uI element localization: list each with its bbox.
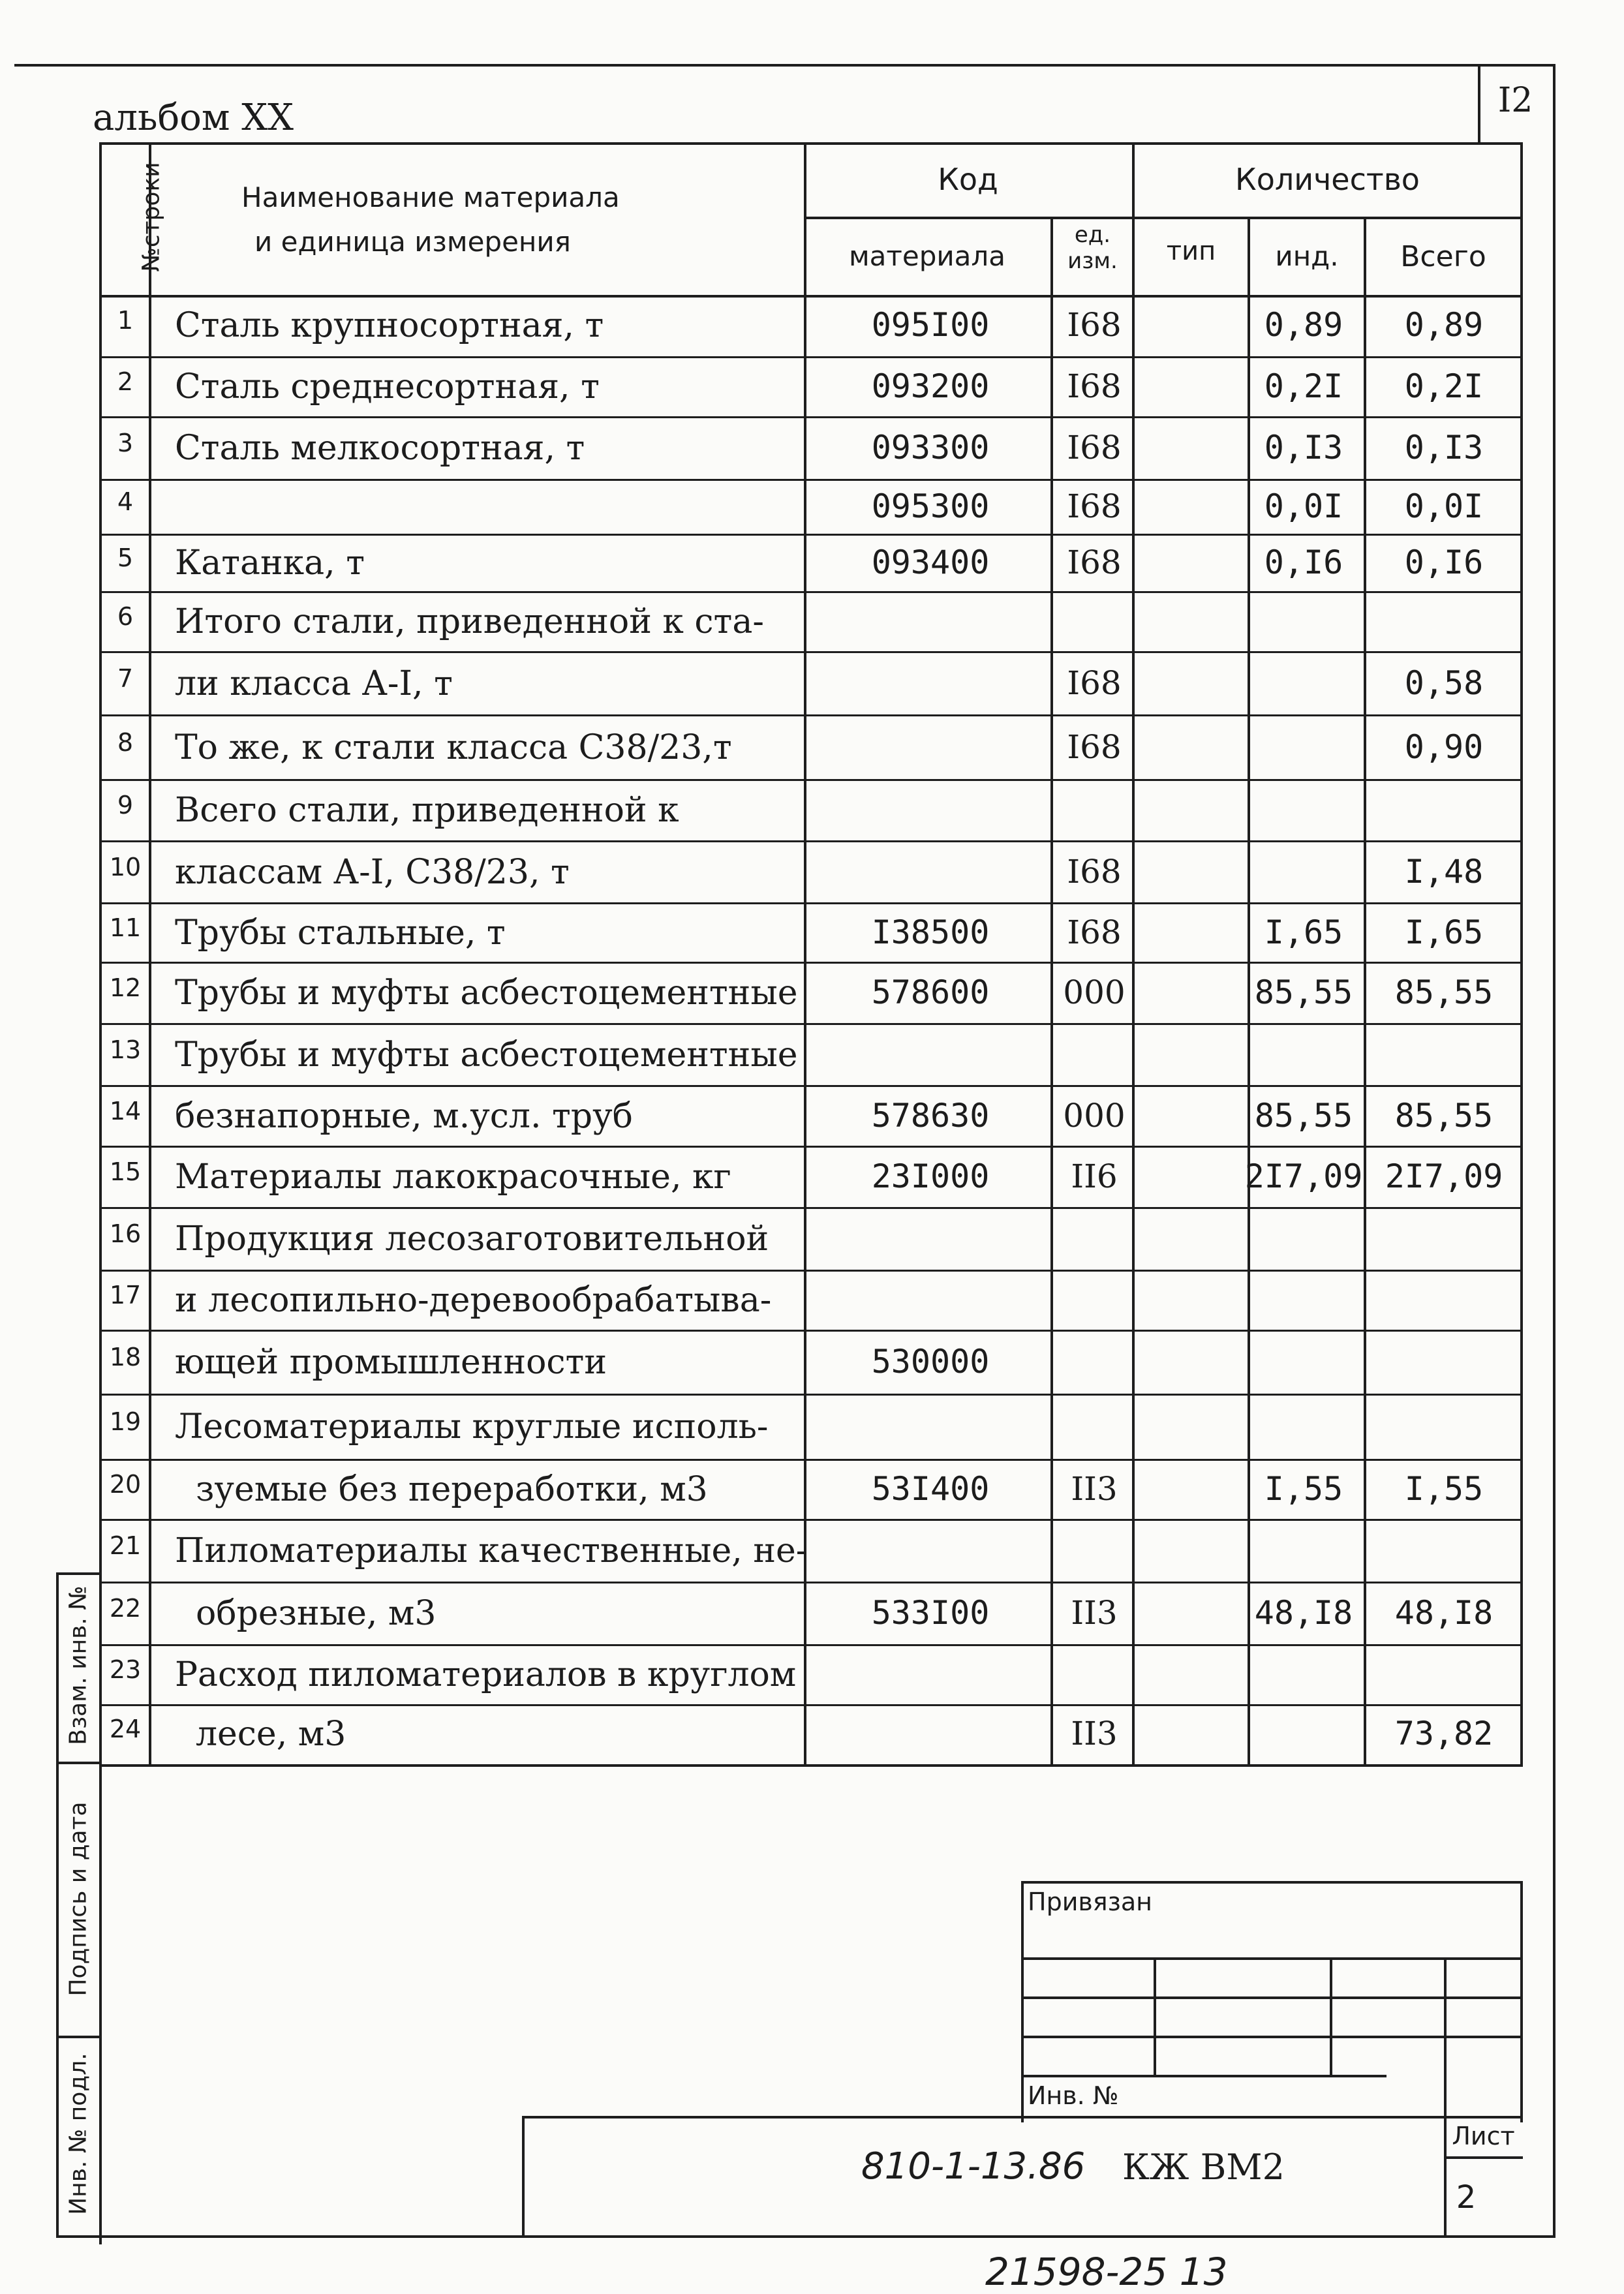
quantity-total: 73,82 (1394, 1715, 1494, 1752)
stamp-line3 (1021, 2036, 1523, 2038)
archive-number: 21598-25 13 (985, 2250, 1228, 2294)
header-qty-group: Количество (1235, 162, 1420, 197)
row-number: 14 (109, 1096, 142, 1125)
row-number: 16 (109, 1219, 142, 1248)
unit-code: II3 (1071, 1470, 1118, 1508)
unit-code: I68 (1067, 852, 1122, 891)
row-number: 22 (109, 1594, 142, 1623)
material-name: Трубы и муфты асбестоцементные (175, 1035, 798, 1075)
quantity-ind: 85,55 (1254, 973, 1353, 1011)
row-separator (99, 479, 1522, 481)
material-code: I38500 (871, 913, 990, 951)
material-code: 53I400 (871, 1470, 990, 1508)
material-name: Сталь мелкосортная, т (175, 429, 585, 468)
header-code-group: Код (938, 162, 998, 197)
row-separator (99, 1519, 1522, 1521)
left-frame (99, 144, 102, 2244)
stamp-line1 (1021, 1957, 1523, 1960)
material-code: 23I000 (871, 1157, 990, 1195)
row-number: 5 (117, 543, 134, 572)
quantity-total: 0,0I (1404, 487, 1484, 525)
material-name: Пиломатериалы качественные, не- (175, 1531, 808, 1570)
row-separator (99, 1644, 1522, 1646)
row-separator (99, 962, 1522, 964)
material-name: ли класса А-I, т (175, 664, 453, 703)
material-name: лесе, м3 (196, 1715, 346, 1754)
material-code: 578630 (871, 1096, 990, 1135)
stamp-privyazan: Привязан (1028, 1888, 1152, 1916)
table-top (99, 142, 1522, 145)
row-number: 24 (109, 1715, 142, 1743)
row-separator (99, 591, 1522, 593)
row-number: 11 (109, 913, 142, 942)
quantity-total: 0,58 (1404, 664, 1484, 702)
unit-code: I68 (1067, 664, 1122, 702)
material-name: Сталь среднесортная, т (175, 367, 600, 406)
row-separator (99, 902, 1522, 904)
material-code: 530000 (871, 1343, 990, 1381)
material-name: Материалы лакокрасочные, кг (175, 1157, 731, 1197)
row-number: 19 (109, 1407, 142, 1436)
material-name: Лесоматериалы круглые исполь- (175, 1407, 769, 1446)
row-number: 21 (109, 1531, 142, 1560)
material-name: ющей промышленности (175, 1343, 607, 1382)
material-name: Трубы стальные, т (175, 913, 506, 953)
material-name: обрезные, м3 (196, 1594, 437, 1633)
row-number: 1 (117, 306, 134, 335)
material-name: Всего стали, приведенной к (175, 791, 679, 830)
material-name: безнапорные, м.усл. труб (175, 1096, 633, 1136)
unit-code: I68 (1067, 367, 1122, 405)
row-separator (99, 534, 1522, 536)
quantity-ind: 0,I6 (1264, 543, 1343, 581)
header-name-line1: Наименование материала (241, 181, 620, 213)
top-border (14, 64, 1554, 67)
material-name: То же, к стали класса С38/23,т (175, 727, 732, 767)
quantity-total: 0,89 (1404, 306, 1484, 344)
unit-code: I68 (1067, 487, 1122, 525)
unit-code: 000 (1063, 973, 1126, 1011)
header-row-no: №строки (138, 162, 165, 272)
page-number: I2 (1497, 81, 1533, 120)
list-box-divider (1444, 2156, 1523, 2159)
side-strip-left (56, 1572, 59, 2238)
material-name: Итого стали, приведенной к ста- (175, 602, 764, 641)
unit-code: I68 (1067, 913, 1122, 951)
quantity-ind: 0,2I (1264, 367, 1343, 405)
quantity-total: I,55 (1404, 1470, 1484, 1508)
row-separator (99, 1023, 1522, 1025)
unit-code: I68 (1067, 727, 1122, 766)
header-name-line2: и единица измерения (254, 226, 571, 258)
list-label: Лист (1452, 2122, 1515, 2150)
title-box-left (522, 2116, 525, 2237)
header-qty-type: тип (1166, 236, 1216, 266)
row-number: 2 (117, 367, 134, 396)
material-code: 093300 (871, 429, 990, 466)
quantity-total: 85,55 (1394, 973, 1494, 1011)
label-vzam-inv: Взам. инв. № (65, 1585, 92, 1745)
table-bottom (99, 1764, 1522, 1767)
row-separator (99, 651, 1522, 653)
quantity-total: I,48 (1404, 852, 1484, 891)
row-separator (99, 779, 1522, 781)
quantity-ind: 0,I3 (1264, 429, 1343, 466)
quantity-total: 0,90 (1404, 727, 1484, 766)
material-name: Расход пиломатериалов в круглом (175, 1655, 797, 1694)
row-separator (99, 1085, 1522, 1087)
row-separator (99, 1704, 1522, 1706)
quantity-ind: I,55 (1264, 1470, 1343, 1508)
row-number: 23 (109, 1655, 142, 1684)
stamp-left (1021, 1881, 1024, 2122)
album-label: альбом XX (93, 97, 294, 139)
label-podpis-data: Подпись и дата (65, 1801, 92, 1996)
unit-code: II3 (1071, 1594, 1118, 1632)
material-code: 093400 (871, 543, 990, 581)
row-separator (99, 1146, 1522, 1148)
quantity-total: I,65 (1404, 913, 1484, 951)
stamp-v2 (1330, 1957, 1332, 2075)
material-code: 578600 (871, 973, 990, 1011)
material-name: Трубы и муфты асбестоцементные (175, 973, 798, 1013)
quantity-total: 48,I8 (1394, 1594, 1494, 1632)
row-separator (99, 1582, 1522, 1583)
unit-code: I68 (1067, 306, 1122, 344)
side-strip-div1 (56, 1762, 102, 1764)
quantity-ind: 48,I8 (1254, 1594, 1353, 1632)
label-inv-podl: Инв. № подл. (65, 2053, 92, 2215)
row-separator (99, 356, 1522, 358)
stamp-top (1021, 1881, 1523, 1884)
row-number: 4 (117, 487, 134, 516)
material-code: 095I00 (871, 306, 990, 344)
header-qty-total: Всего (1400, 240, 1486, 273)
stamp-line4 (1021, 2075, 1387, 2077)
row-number: 7 (117, 664, 134, 693)
material-code: 095300 (871, 487, 990, 525)
row-number: 13 (109, 1035, 142, 1064)
list-number: 2 (1456, 2179, 1477, 2216)
row-number: 15 (109, 1157, 142, 1186)
designation: 810-1-13.86 (861, 2145, 1086, 2188)
row-number: 18 (109, 1343, 142, 1371)
bottom-frame (56, 2235, 1555, 2238)
unit-code: 000 (1063, 1096, 1126, 1135)
stamp-v1 (1154, 1957, 1156, 2075)
row-separator (99, 1207, 1522, 1209)
right-border (1553, 64, 1555, 2237)
material-name: и лесопильно-деревообрабатыва- (175, 1281, 772, 1320)
header-code-material: материала (848, 240, 1005, 272)
stamp-line2 (1021, 1996, 1523, 1999)
header-qty-ind: инд. (1275, 240, 1339, 272)
quantity-total: 85,55 (1394, 1096, 1494, 1135)
row-number: 10 (109, 852, 142, 881)
row-separator (99, 1330, 1522, 1332)
quantity-ind: 0,0I (1264, 487, 1343, 525)
header-mid (804, 217, 1522, 219)
row-number: 12 (109, 973, 142, 1002)
header-bottom (99, 295, 1522, 298)
row-number: 17 (109, 1281, 142, 1309)
material-name: зуемые без переработки, м3 (196, 1470, 708, 1509)
row-separator (99, 416, 1522, 418)
unit-code: II3 (1071, 1715, 1118, 1752)
quantity-total: 0,I6 (1404, 543, 1484, 581)
row-separator (99, 1394, 1522, 1396)
header-code-unit: ед. изм. (1067, 222, 1118, 274)
material-name: Катанка, т (175, 543, 365, 583)
material-code: 093200 (871, 367, 990, 405)
row-separator (99, 714, 1522, 716)
quantity-total: 0,I3 (1404, 429, 1484, 466)
material-name: Продукция лесозаготовительной (175, 1219, 769, 1259)
quantity-ind: 0,89 (1264, 306, 1343, 344)
row-separator (99, 1270, 1522, 1272)
row-number: 9 (117, 791, 134, 819)
quantity-total: 2I7,09 (1385, 1157, 1503, 1195)
row-separator (99, 1459, 1522, 1461)
row-number: 20 (109, 1470, 142, 1499)
unit-code: II6 (1071, 1157, 1118, 1195)
material-code: 533I00 (871, 1594, 990, 1632)
material-name: Сталь крупносортная, т (175, 306, 604, 345)
quantity-ind: I,65 (1264, 913, 1343, 951)
title-box-top (522, 2116, 1523, 2118)
row-number: 8 (117, 727, 134, 757)
row-separator (99, 840, 1522, 842)
col-line-right-body (1520, 295, 1523, 1767)
unit-code: I68 (1067, 543, 1122, 581)
material-name: классам А-I, С38/23, т (175, 852, 570, 892)
stamp-right (1520, 1881, 1523, 2122)
row-number: 6 (117, 602, 134, 631)
quantity-ind: 85,55 (1254, 1096, 1353, 1135)
stamp-inv-no: Инв. № (1028, 2081, 1119, 2110)
unit-code: I68 (1067, 429, 1122, 466)
row-number: 3 (117, 429, 134, 457)
quantity-total: 0,2I (1404, 367, 1484, 405)
doc-code: КЖ ВМ2 (1122, 2147, 1285, 2188)
quantity-ind: 2I7,09 (1244, 1157, 1363, 1195)
